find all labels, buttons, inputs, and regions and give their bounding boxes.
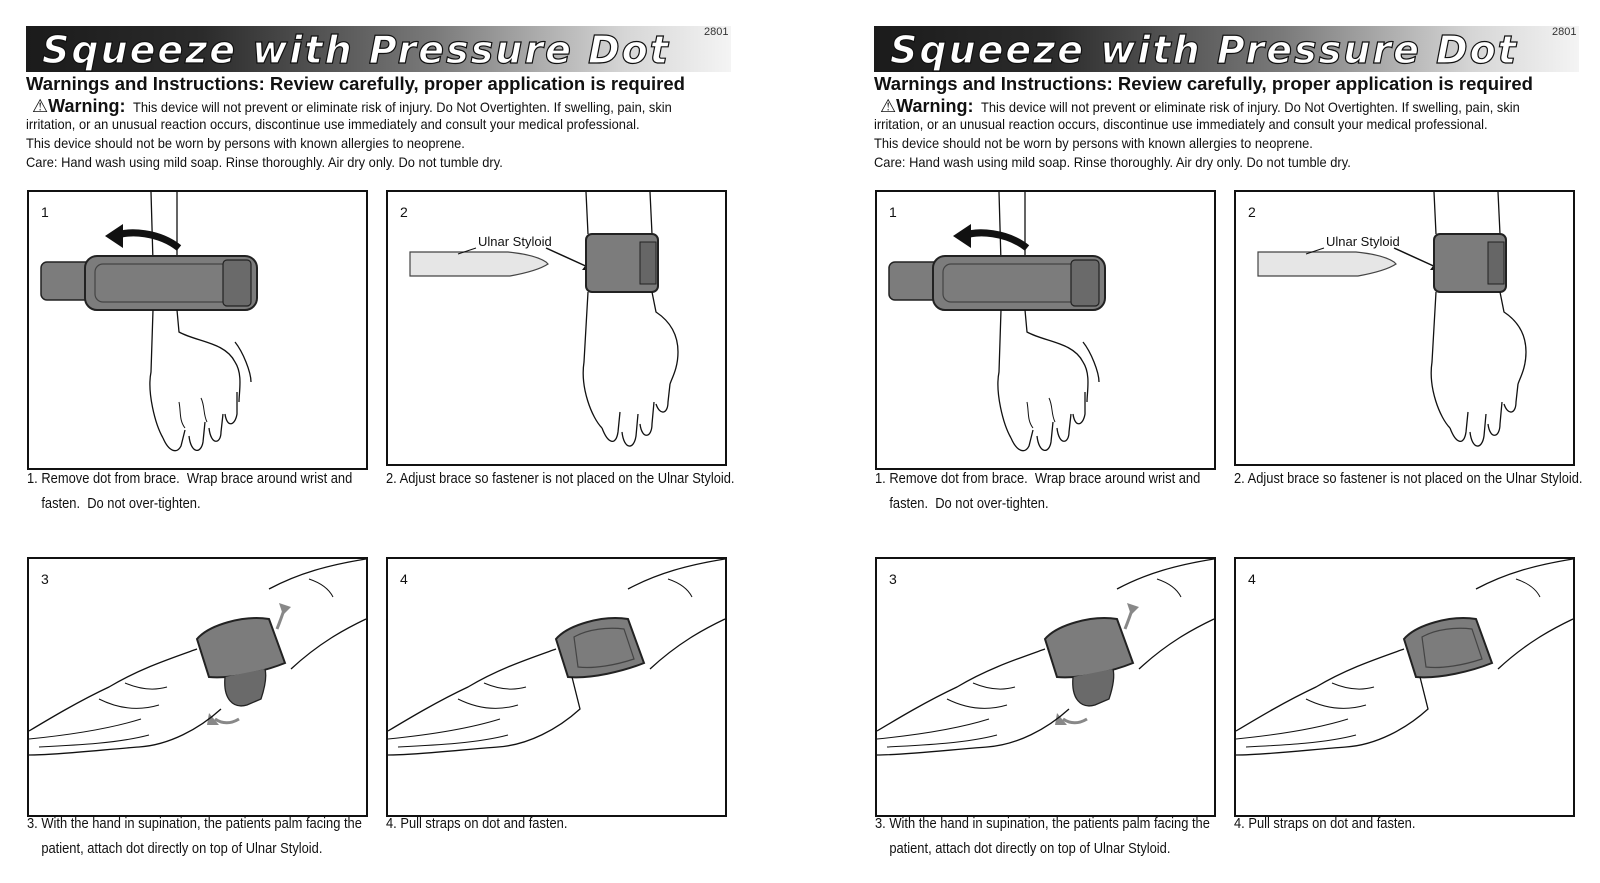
step-4-panel: [1234, 557, 1575, 817]
warning-text: This device will not prevent or eliminate risk of injury. Do Not Overtighten. If swelling, pain, skin: [981, 99, 1521, 115]
step-number: 3: [889, 571, 897, 587]
warning-label: Warning:: [896, 96, 974, 116]
product-code: 2801: [1552, 26, 1577, 38]
subheading: Warnings and Instructions: Review carefully, proper application is required: [26, 73, 685, 94]
step-1-illustration: [877, 192, 1214, 468]
step-4-panel: [386, 557, 727, 817]
step-3-caption: 3. With the hand in supination, the patients palm facing the: [27, 815, 362, 832]
product-code: 2801: [704, 26, 729, 38]
step-number: 4: [400, 571, 408, 587]
step-4-caption: 4. Pull straps on dot and fasten.: [386, 815, 568, 832]
title-banner: [874, 26, 1579, 72]
warning-triangle-icon: ⚠: [32, 96, 49, 116]
allergy-note: This device should not be worn by persons with known allergies to neoprene.: [874, 135, 1313, 151]
step-1-caption-continued: fasten. Do not over-tighten.: [27, 495, 201, 512]
step-3-panel: [27, 557, 368, 817]
step-3-caption-continued: patient, attach dot directly on top of Ulnar Styloid.: [27, 840, 323, 857]
warning-text-continued: irritation, or an unusual reaction occurs, discontinue use immediately and consult your medical professional.: [26, 116, 640, 132]
step-4-illustration: [388, 559, 725, 815]
step-number: 1: [41, 204, 49, 220]
step-2-panel: [1234, 190, 1575, 466]
step-3-illustration: [877, 559, 1214, 815]
step-number: 3: [41, 571, 49, 587]
step-2-illustration: [1236, 192, 1573, 464]
step-2-caption: 2. Adjust brace so fastener is not placed on the Ulnar Styloid.: [386, 470, 735, 487]
step-1-panel: [27, 190, 368, 470]
step-4-caption: 4. Pull straps on dot and fasten.: [1234, 815, 1416, 832]
step-3-caption: 3. With the hand in supination, the patients palm facing the: [875, 815, 1210, 832]
step-2-illustration: [388, 192, 725, 464]
warning-text: This device will not prevent or eliminate risk of injury. Do Not Overtighten. If swelling, pain, skin: [133, 99, 673, 115]
step-3-caption-continued: patient, attach dot directly on top of Ulnar Styloid.: [875, 840, 1171, 857]
step-1-panel: [875, 190, 1216, 470]
step-1-caption-continued: fasten. Do not over-tighten.: [875, 495, 1049, 512]
step-number: 2: [1248, 204, 1256, 220]
warning-line: [26, 96, 719, 117]
step-1-caption: 1. Remove dot from brace. Wrap brace around wrist and: [875, 470, 1201, 487]
ulnar-styloid-callout: Ulnar Styloid: [478, 234, 552, 249]
step-4-illustration: [1236, 559, 1573, 815]
step-3-illustration: [29, 559, 366, 815]
step-1-caption: 1. Remove dot from brace. Wrap brace around wrist and: [27, 470, 353, 487]
step-3-panel: [875, 557, 1216, 817]
step-number: 4: [1248, 571, 1256, 587]
sheet-title: Squeeze with Pressure Dot: [42, 28, 670, 72]
sheet-title: Squeeze with Pressure Dot: [890, 28, 1518, 72]
warning-line: [874, 96, 1567, 117]
warning-triangle-icon: ⚠: [880, 96, 897, 116]
title-banner: [26, 26, 731, 72]
care-instructions: Care: Hand wash using mild soap. Rinse thoroughly. Air dry only. Do not tumble dry.: [26, 154, 503, 170]
instruction-sheet-right: [848, 0, 1600, 883]
step-2-panel: [386, 190, 727, 466]
step-2-caption: 2. Adjust brace so fastener is not placed on the Ulnar Styloid.: [1234, 470, 1583, 487]
care-instructions: Care: Hand wash using mild soap. Rinse thoroughly. Air dry only. Do not tumble dry.: [874, 154, 1351, 170]
step-number: 1: [889, 204, 897, 220]
subheading: Warnings and Instructions: Review carefully, proper application is required: [874, 73, 1533, 94]
step-1-illustration: [29, 192, 366, 468]
allergy-note: This device should not be worn by persons with known allergies to neoprene.: [26, 135, 465, 151]
warning-text-continued: irritation, or an unusual reaction occurs, discontinue use immediately and consult your medical professional.: [874, 116, 1488, 132]
warning-label: Warning:: [48, 96, 126, 116]
ulnar-styloid-callout: Ulnar Styloid: [1326, 234, 1400, 249]
step-number: 2: [400, 204, 408, 220]
